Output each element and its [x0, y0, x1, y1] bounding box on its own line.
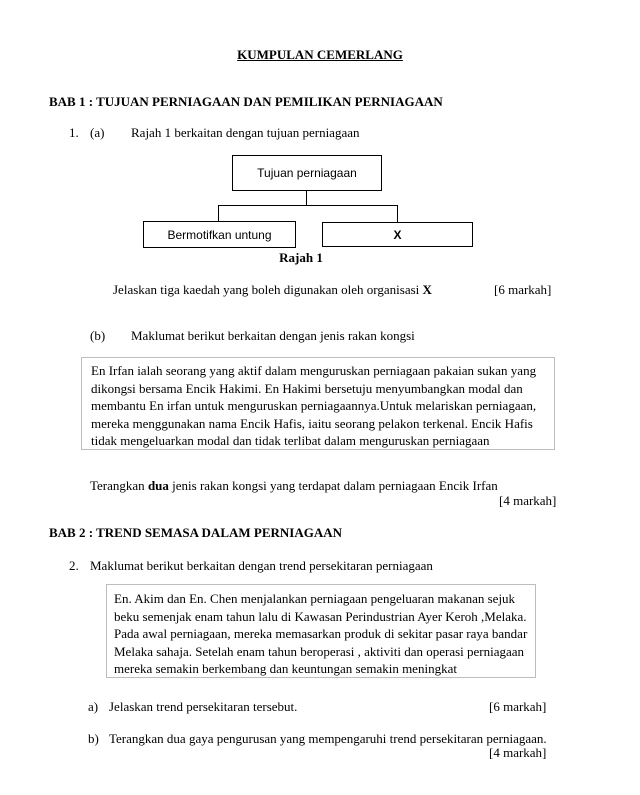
q1-number: 1.: [69, 125, 79, 140]
q2a-label: a): [88, 699, 99, 714]
passage-line: Pada awal perniagaan, mereka memasarkan produk di sekitar pasar raya bandar: [114, 626, 528, 641]
q1b-question: [90, 478, 498, 494]
q1b-question-pre: Terangkan: [90, 478, 148, 493]
passage-line: tidak mengeluarkan modal dan tidak terlibat dalam menguruskan perniagaan: [91, 433, 490, 448]
diagram-right-label: X: [393, 227, 402, 242]
q1a-marks: [6 markah]: [494, 282, 552, 297]
document-title: KUMPULAN CEMERLANG: [237, 47, 403, 62]
q2-passage-box: [106, 584, 536, 678]
q1a-label: (a): [90, 125, 105, 140]
diagram-connector: [218, 205, 398, 206]
passage-line: En Irfan ialah seorang yang aktif dalam menguruskan perniagaan pakaian sukan yang: [91, 363, 537, 378]
q1b-question-post: jenis rakan kongsi yang terdapat dalam perniagaan Encik Irfan: [168, 478, 498, 493]
passage-line: dikongsi bersama Encik Hakimi. En Hakimi bersetuju menyumbangkan modal dan: [91, 380, 523, 396]
diagram-caption: Rajah 1: [279, 250, 323, 265]
q2a-text: Jelaskan trend persekitaran tersebut.: [109, 699, 298, 714]
passage-line: mereka menggunakan nama Encik Hafis, iaitu seorang pelakon terkenal. Encik Hafis: [91, 415, 533, 431]
q2b-text: Terangkan dua gaya pengurusan yang mempengaruhi trend persekitaran perniagaan.: [109, 731, 547, 746]
q2-number: 2.: [69, 558, 79, 573]
diagram-connector: [306, 191, 307, 205]
passage-line: beku semenjak enam tahun lalu di Kawasan Perindustrian Ayer Keroh ,Melaka.: [114, 608, 527, 624]
q1b-passage-box: [81, 357, 555, 450]
q2b-marks: [4 markah]: [489, 745, 547, 760]
passage-line: mereka semakin berkembang dan keuntungan semakin meningkat: [114, 661, 457, 676]
q1a-question-bold: X: [422, 282, 432, 297]
q2b-label: b): [88, 731, 99, 746]
q1b-marks: [4 markah]: [499, 493, 557, 508]
q1b-text: Maklumat berikut berkaitan dengan jenis rakan kongsi: [131, 328, 415, 343]
q1a-question: [113, 282, 432, 298]
diagram-connector: [397, 205, 398, 222]
passage-line: Melaka sahaja. Setelah enam tahun beroperasi , aktiviti dan operasi perniagaan: [114, 643, 525, 659]
q1a-text: Rajah 1 berkaitan dengan tujuan perniagaan: [131, 125, 360, 140]
bab2-heading: BAB 2 : TREND SEMASA DALAM PERNIAGAAN: [49, 525, 343, 540]
diagram-connector: [218, 205, 219, 221]
q1b-question-bold: dua: [147, 478, 169, 493]
diagram-right-box: [322, 222, 473, 247]
q1b-label: (b): [90, 328, 106, 343]
q2-intro: Maklumat berikut berkaitan dengan trend persekitaran perniagaan: [90, 558, 433, 573]
bab1-heading: BAB 1 : TUJUAN PERNIAGAAN DAN PEMILIKAN PERNIAGAAN: [49, 94, 443, 109]
diagram-left-box: [143, 221, 296, 248]
diagram-left-label: Bermotifkan untung: [167, 227, 272, 242]
diagram-top-label: Tujuan perniagaan: [257, 166, 357, 180]
q2a-marks: [6 markah]: [489, 699, 547, 714]
passage-line: membantu En irfan untuk menguruskan perniagaannya.Untuk melariskan perniagaan,: [91, 398, 537, 413]
diagram-top-box: [232, 155, 382, 191]
q1a-question-text: Jelaskan tiga kaedah yang boleh digunakan oleh organisasi: [113, 282, 423, 297]
passage-line: En. Akim dan En. Chen menjalankan perniagaan pengeluaran makanan sejuk: [114, 591, 516, 606]
